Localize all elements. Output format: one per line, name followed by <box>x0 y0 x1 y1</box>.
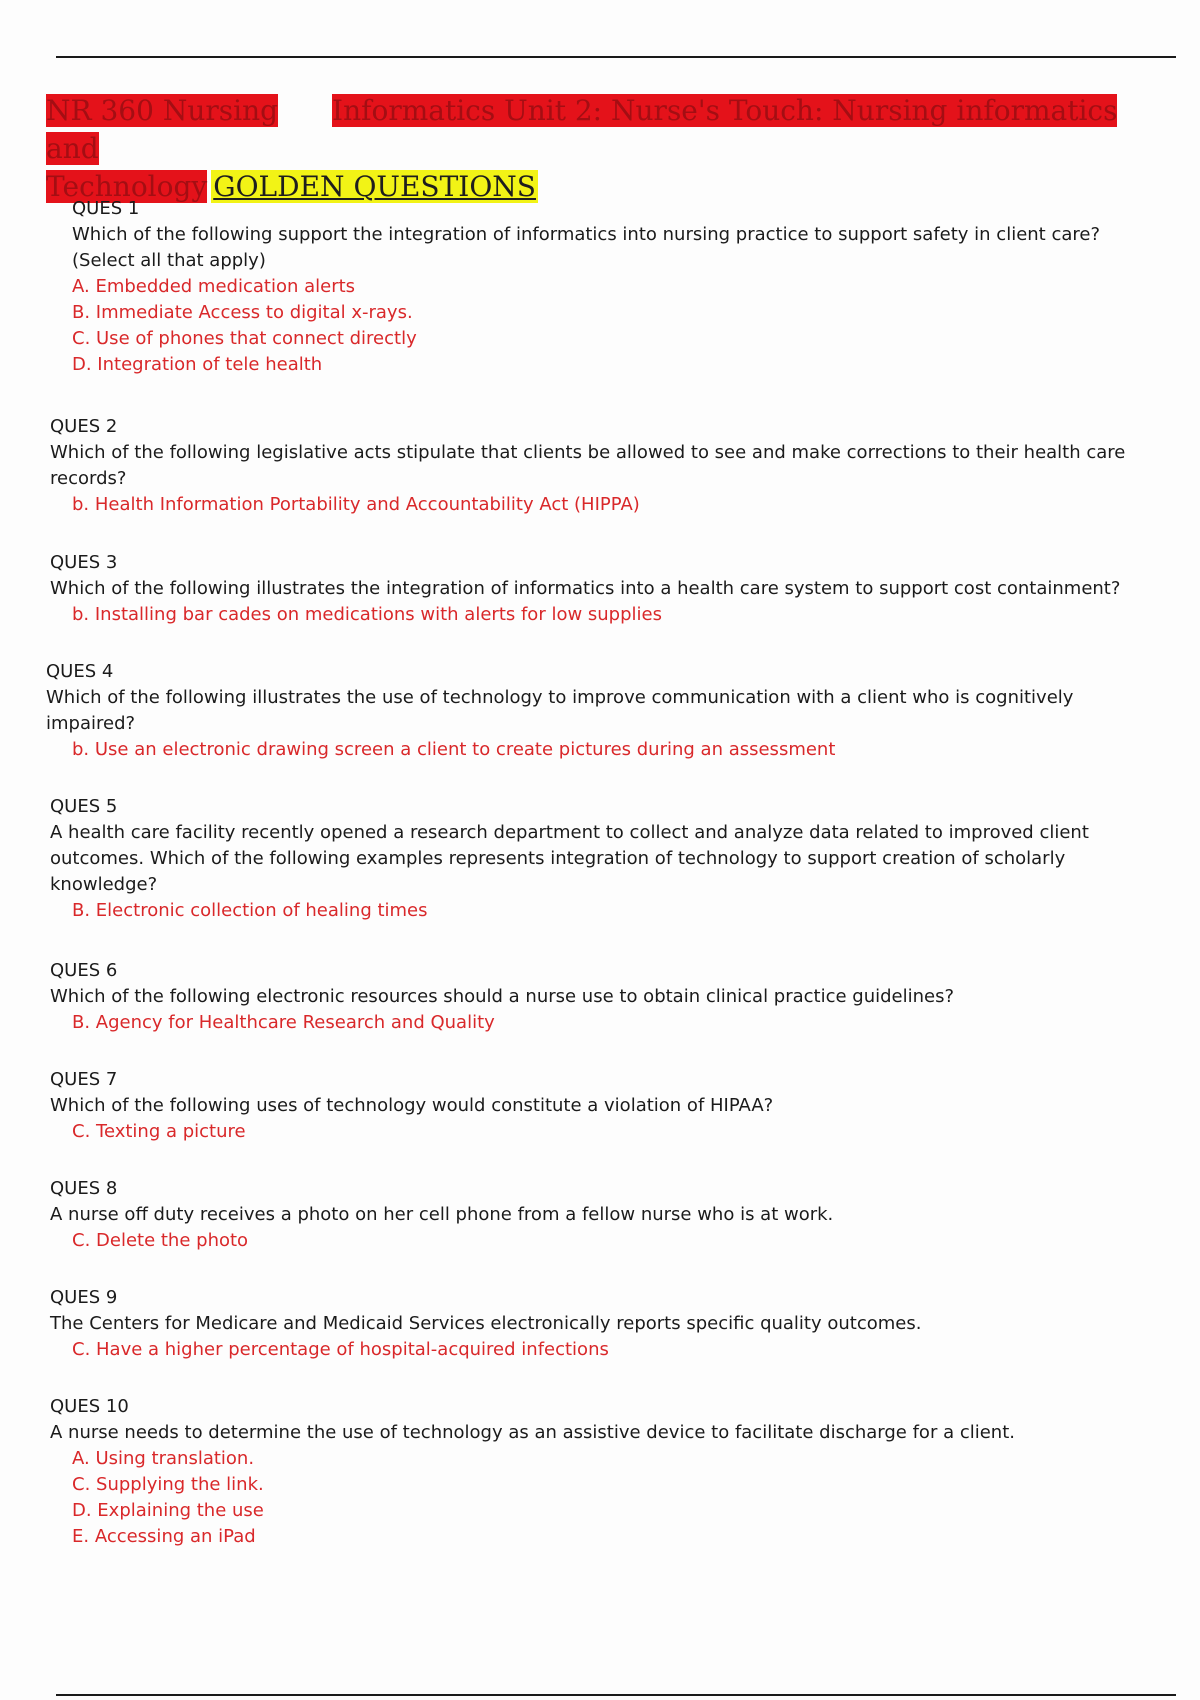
question-block <box>50 414 1130 518</box>
question-text: Which of the following electronic resources should a nurse use to obtain clinical practice guidelines? <box>50 986 955 1007</box>
question-label: QUES 1 <box>72 198 140 219</box>
answer-list <box>50 1446 1130 1550</box>
question-block <box>50 794 1130 924</box>
title-red-1: NR 360 Nursing <box>46 94 279 127</box>
question-block <box>50 1176 1130 1254</box>
question-label: QUES 9 <box>50 1287 118 1308</box>
answer: C. Delete the photo <box>72 1230 249 1251</box>
question-label: QUES 8 <box>50 1178 118 1199</box>
question-label: QUES 10 <box>50 1396 129 1417</box>
question-label: QUES 3 <box>50 552 118 573</box>
question-text: Which of the following support the integration of informatics into nursing practice to support safety in client care? (Select all that apply) <box>72 224 1101 271</box>
answer: B. Electronic collection of healing times <box>72 900 428 921</box>
question-text: Which of the following legislative acts stipulate that clients be allowed to see and make corrections to their health care records? <box>50 442 1126 489</box>
question-text: A health care facility recently opened a research department to collect and analyze data related to improved client outcomes. Which of the following examples represents integration of technology to support creation of scholarly knowledge? <box>50 822 1089 895</box>
answer: C. Have a higher percentage of hospital-acquired infections <box>72 1339 609 1360</box>
question-text: Which of the following uses of technology would constitute a violation of HIPAA? <box>50 1095 774 1116</box>
answer-list <box>50 1010 1130 1036</box>
question-text: A nurse needs to determine the use of technology as an assistive device to facilitate discharge for a client. <box>50 1422 1015 1443</box>
question-block <box>50 1285 1130 1363</box>
answer: E. Accessing an iPad <box>72 1526 256 1547</box>
answer-list <box>50 898 1130 924</box>
answer: B. Immediate Access to digital x-rays. <box>72 302 413 323</box>
answer-list <box>46 737 1126 763</box>
answer-list <box>50 1228 1130 1254</box>
question-block <box>46 659 1126 763</box>
answer: C. Supplying the link. <box>72 1474 264 1495</box>
answer: B. Agency for Healthcare Research and Quality <box>72 1012 495 1033</box>
answer: b. Use an electronic drawing screen a client to create pictures during an assessment <box>72 739 836 760</box>
question-label: QUES 7 <box>50 1069 118 1090</box>
question-label: QUES 4 <box>46 661 114 682</box>
answer: b. Installing bar cades on medications with alerts for low supplies <box>72 604 662 625</box>
bottom-rule <box>56 1694 1176 1696</box>
answer: C. Use of phones that connect directly <box>72 328 417 349</box>
answer-list <box>72 274 1112 378</box>
question-label: QUES 6 <box>50 960 118 981</box>
answer: D. Integration of tele health <box>72 354 323 375</box>
answer-list <box>50 492 1130 518</box>
question-text: Which of the following illustrates the integration of informatics into a health care system to support cost containment? <box>50 578 1121 599</box>
document-title <box>46 92 1146 206</box>
question-text: The Centers for Medicare and Medicaid Services electronically reports specific quality outcomes. <box>50 1313 922 1334</box>
question-block <box>50 1067 1130 1145</box>
answer: A. Using translation. <box>72 1448 255 1469</box>
answer-list <box>50 1337 1130 1363</box>
question-block <box>50 1394 1130 1550</box>
question-label: QUES 5 <box>50 796 118 817</box>
answer: b. Health Information Portability and Accountability Act (HIPPA) <box>72 494 640 515</box>
answer: D. Explaining the use <box>72 1500 264 1521</box>
top-rule <box>56 56 1176 58</box>
title-red-3: Technology <box>46 170 208 203</box>
answer: C. Texting a picture <box>72 1121 246 1142</box>
golden-questions-label: GOLDEN QUESTIONS <box>213 170 536 203</box>
question-block <box>50 550 1130 628</box>
question-text: Which of the following illustrates the use of technology to improve communication with a client who is cognitively impaired? <box>46 687 1074 734</box>
question-text: A nurse off duty receives a photo on her cell phone from a fellow nurse who is at work. <box>50 1204 834 1225</box>
answer-list <box>50 602 1130 628</box>
question-block <box>72 196 1112 378</box>
title-red-2: Informatics Unit 2: Nurse's Touch: Nursing informatics and <box>46 94 1118 165</box>
answer: A. Embedded medication alerts <box>72 276 356 297</box>
question-label: QUES 2 <box>50 416 118 437</box>
answer-list <box>50 1119 1130 1145</box>
question-block <box>50 958 1130 1036</box>
